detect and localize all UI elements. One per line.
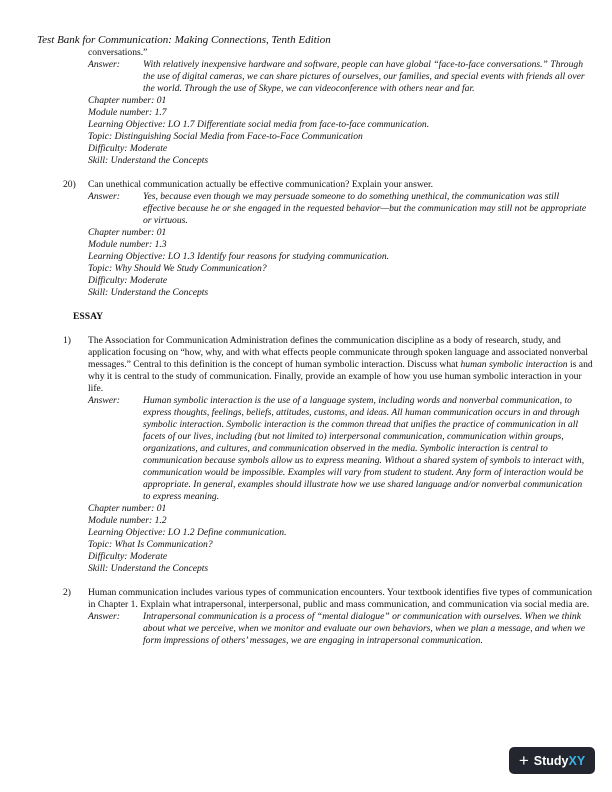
chapter-number: Chapter number: 01 [88,503,167,514]
module-number: Module number: 1.2 [88,515,167,526]
answer-label: Answer: [88,191,120,202]
answer-block [88,395,593,503]
answer-block [88,611,593,647]
question-number: 20) [63,179,76,190]
question-number: 1) [63,335,71,346]
topic: Topic: What Is Communication? [88,539,213,550]
question-number: 2) [63,587,71,598]
answer-text: Human symbolic interaction is the use of a language system, including words and nonverbal communication, to express thoughts, feelings, beliefs, attitudes, customs, and ideas. All human communication occurs in and through symbolic interaction. Symbolic interaction is the common thread that unifies the practice of communication in all facets of our lives, including (but not limited to) interpersonal communication, communication within groups, organizations, and cultures, and communication observed in the media. Symbolic interaction is central to communication because symbols allow us to express meaning. Without a shared system of symbols to interact with, communication would be impossible. Examples will vary from student to student. Any form of interaction would be appropriate. In general, examples should illustrate how we use shared language and/or nonverbal communication to express meaning. [143,395,585,502]
chapter-number: Chapter number: 01 [88,227,167,238]
question-text: Human communication includes various types of communication encounters. Your textbook identifies five types of communication in Chapter 1. Explain what intrapersonal, interpersonal, public and mass communication, and communication via social media are. [88,587,593,610]
answer-text: Intrapersonal communication is a process of “mental dialogue” or communication with ourselves. When we think about what we perceive, when we monitor and evaluate our own behaviors, when we plan a message, and when we form impressions of others’ messages, we are engaging in intrapersonal communication. [143,611,585,646]
continued-question-text: conversations.” [88,47,148,58]
studyxy-badge[interactable] [509,747,595,774]
plus-icon: + [518,750,529,770]
document-body [63,47,593,647]
difficulty: Difficulty: Moderate [88,275,168,286]
question-text: The Association for Communication Administration defines the communication discipline as a body of research, study, and application focusing on “how, why, and with what effects people communicate through spoken language and associated nonverbal messages.” Central to this definition is the concept of human symbolic interaction. Discuss what human symbolic interaction is and why it is central to the study of communication. Finally, provide an example of how you use human symbolic interaction in your life. [88,335,593,394]
answer-text: Yes, because even though we may persuade someone to do something unethical, the communication was still effective because he or she engaged in the requested behavior—but the communication may still not be appropriate or virtuous. [143,191,587,226]
skill: Skill: Understand the Concepts [88,155,209,166]
answer-text: With relatively inexpensive hardware and software, people can have global “face-to-face conversations.” Through the use of digital cameras, we can share pictures of ourselves, our families, and special events with friends all over the world. Through the use of Skype, we can videoconference with others near and far. [143,59,585,94]
badge-text-study: Study [533,753,569,768]
topic: Topic: Distinguishing Social Media from Face-to-Face Communication [88,131,363,142]
learning-objective: Learning Objective: LO 1.7 Differentiate social media from face-to-face communication. [88,119,430,130]
essay-question-1 [63,335,593,395]
answer-label: Answer: [88,59,120,70]
chapter-number: Chapter number: 01 [88,95,167,106]
question-20 [63,179,593,191]
module-number: Module number: 1.3 [88,239,167,250]
answer-label: Answer: [88,611,120,622]
essay-question-2 [63,587,593,611]
answer-label: Answer: [88,395,120,406]
topic: Topic: Why Should We Study Communication? [88,263,267,274]
skill: Skill: Understand the Concepts [88,563,209,574]
section-heading: ESSAY [73,311,104,322]
learning-objective: Learning Objective: LO 1.3 Identify four reasons for studying communication. [88,251,390,262]
page-header: Test Bank for Communication: Making Connections, Tenth Edition [37,34,331,46]
learning-objective: Learning Objective: LO 1.2 Define communication. [88,527,287,538]
badge-text-xy: XY [568,753,586,768]
module-number: Module number: 1.7 [88,107,167,118]
answer-block [88,191,593,227]
difficulty: Difficulty: Moderate [88,551,168,562]
skill: Skill: Understand the Concepts [88,287,209,298]
answer-block [88,59,593,95]
difficulty: Difficulty: Moderate [88,143,168,154]
question-text: Can unethical communication actually be effective communication? Explain your answer. [88,179,434,190]
